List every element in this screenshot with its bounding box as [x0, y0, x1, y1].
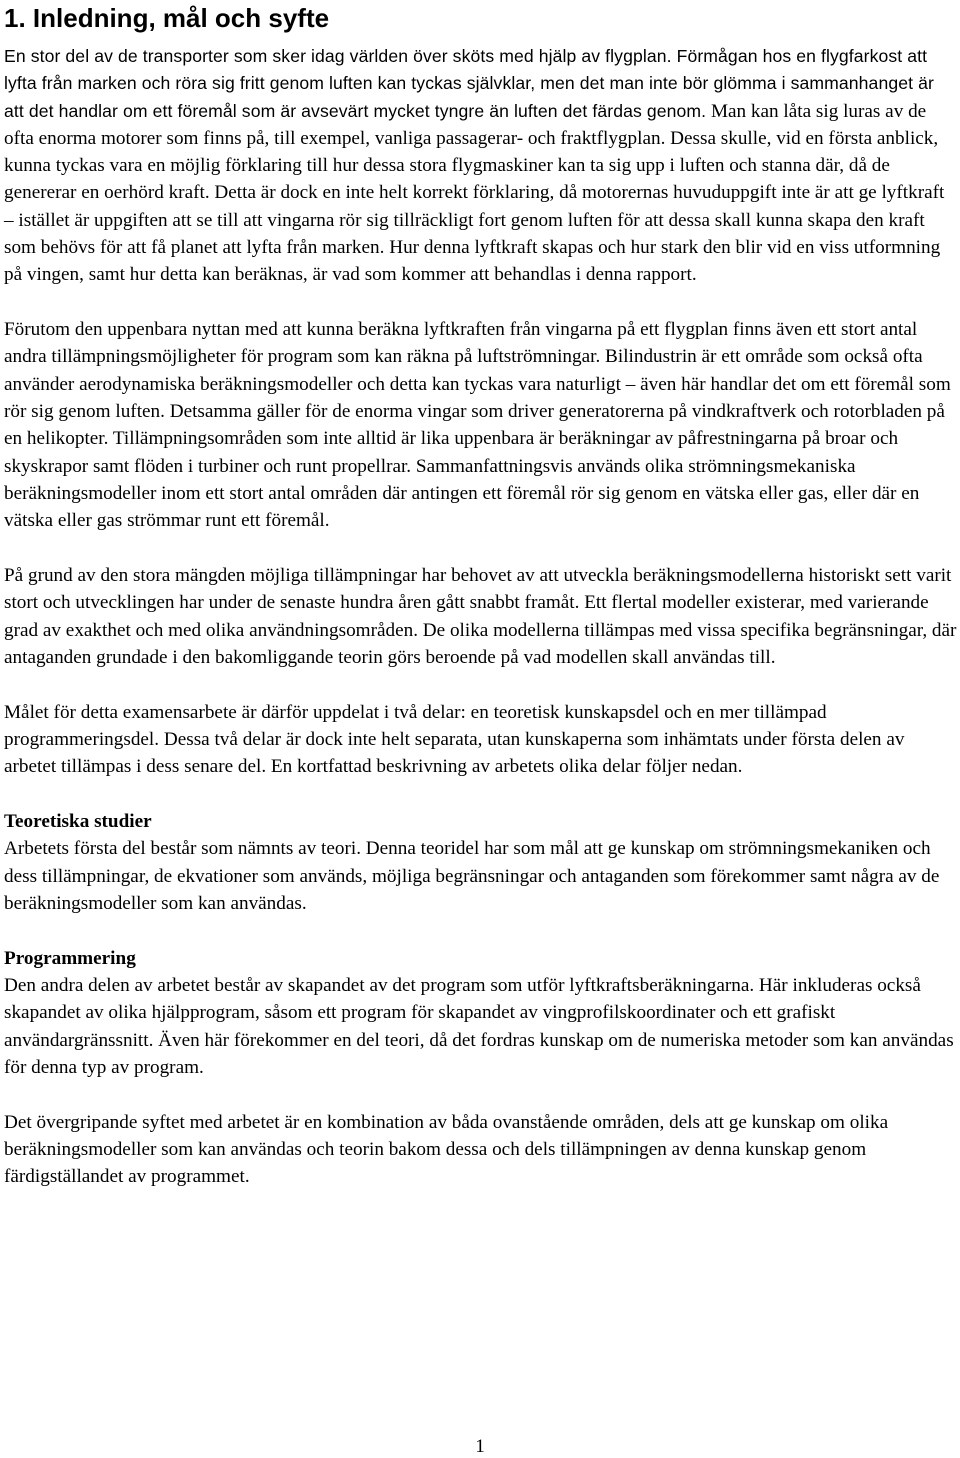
section-programming-title: Programmering [4, 947, 136, 969]
intro-paragraph-2: Förutom den uppenbara nyttan med att kunna beräkna lyftkraften från vingarna på ett flygplan finns även ett stort antal andra tillämpningsmöjligheter för program som kan räkna på luftströmningar. Bilindustrin är ett område som också ofta använder aerodynamiska beräkningsmodeller och detta kan tyckas vara naturligt – även här handlar det om ett föremål som rör sig genom luften. Detsamma gäller för de enorma vingar som driver generatorerna på vindkraftverk och rotorbladen på en helikopter. Tillämpningsområden som inte alltid är lika uppenbara är beräkningar av påfrestningarna på broar och skyskrapor samt flöden i turbiner och runt propellrar. Sammanfattningsvis används olika strömningsmekaniska beräkningsmodeller inom ett stort antal områden där antingen ett föremål rör sig genom en vätska eller gas, eller där en vätska eller gas strömmar runt ett föremål. [4, 319, 951, 532]
intro-paragraph-3: På grund av den stora mängden möjliga tillämpningar har behovet av att utveckla beräkningsmodellerna historiskt sett varit stort och utvecklingen har under de senaste hundra åren gått snabbt framåt. Ett flertal modeller existerar, med varierande grad av exakthet och med olika användningsområden. De olika modellerna tillämpas med vissa specifika begränsningar, där antaganden grundade i den bakomliggande teorin görs beroende på vad modellen skall användas till. [4, 565, 957, 668]
conclusion-paragraph: Det övergripande syftet med arbetet är en kombination av båda ovanstående områden, dels att ge kunskap om olika beräkningsmodeller som kan användas och teorin bakom dessa och dels tillämpningen av denna kunskap genom färdigställandet av programmet. [4, 1111, 889, 1188]
intro-paragraph-1-lead: En stor del av de transporter som sker idag världen över sköts med hjälp av flygplan. Förmågan hos en flygfarkost att lyfta från marken och röra sig fritt genom luften kan tyckas självklar, men det man inte bör glömma i sammanhanget är att det handlar om ett föremål som är avsevärt mycket tyngre än luften det färdas genom. [4, 46, 934, 121]
page-number: 1 [475, 1436, 485, 1457]
section-programming-text: Den andra delen av arbetet består av skapandet av det program som utför lyftkraftsberäkningarna. Här inkluderas också skapandet av olika hjälpprogram, såsom ett program för skapandet av vingprofilskoordinater och ett grafiskt användargränssnitt. Även här förekommer en del teori, då det fordras kunskap om de numeriska metoder som kan användas för denna typ av program. [4, 975, 954, 1078]
section-heading: 1. Inledning, mål och syfte [4, 3, 330, 33]
section-theory-title: Teoretiska studier [4, 811, 152, 833]
document-page [4, 0, 957, 1218]
intro-paragraph-1 [4, 43, 957, 289]
intro-paragraph-1-rest: Man kan låta sig luras av de ofta enorma motorer som finns på, till exempel, vanliga passagerar- och fraktflygplan. Dessa skulle, vid en första anblick, kunna tyckas vara en möjlig förklaring till hur dessa stora flygmaskiner kan ta sig upp i luften och stanna där, då de genererar en oerhörd kraft. Detta är dock en inte helt korrekt förklaring, då motorernas huvuduppgift inte är att ge lyftkraft – istället är uppgiften att se till att vingarna rör sig tillräckligt fort genom luften för att dessa skall kunna skapa den kraft som behövs för att få planet att lyfta från marken. Hur denna lyftkraft skapas och hur stark den blir vid en viss utformning på vingen, samt hur detta kan beräknas, är vad som kommer att behandlas i denna rapport. [4, 100, 945, 286]
section-programming [4, 945, 957, 1081]
intro-paragraph-4: Målet för detta examensarbete är därför uppdelat i två delar: en teoretisk kunskapsdel och en mer tillämpad programmeringsdel. Dessa två delar är dock inte helt separata, utan kunskaperna som inhämtats under första delen av arbetet tillämpas i dess senare del. En kortfattad beskrivning av arbetets olika delar följer nedan. [4, 701, 905, 778]
section-theory-text: Arbetets första del består som nämnts av teori. Denna teoridel har som mål att ge kunskap om strömningsmekaniken och dess tillämpningar, de ekvationer som används, möjliga begränsningar och antaganden som förekommer samt några av de beräkningsmodeller som kan användas. [4, 838, 940, 915]
section-theory [4, 808, 957, 917]
